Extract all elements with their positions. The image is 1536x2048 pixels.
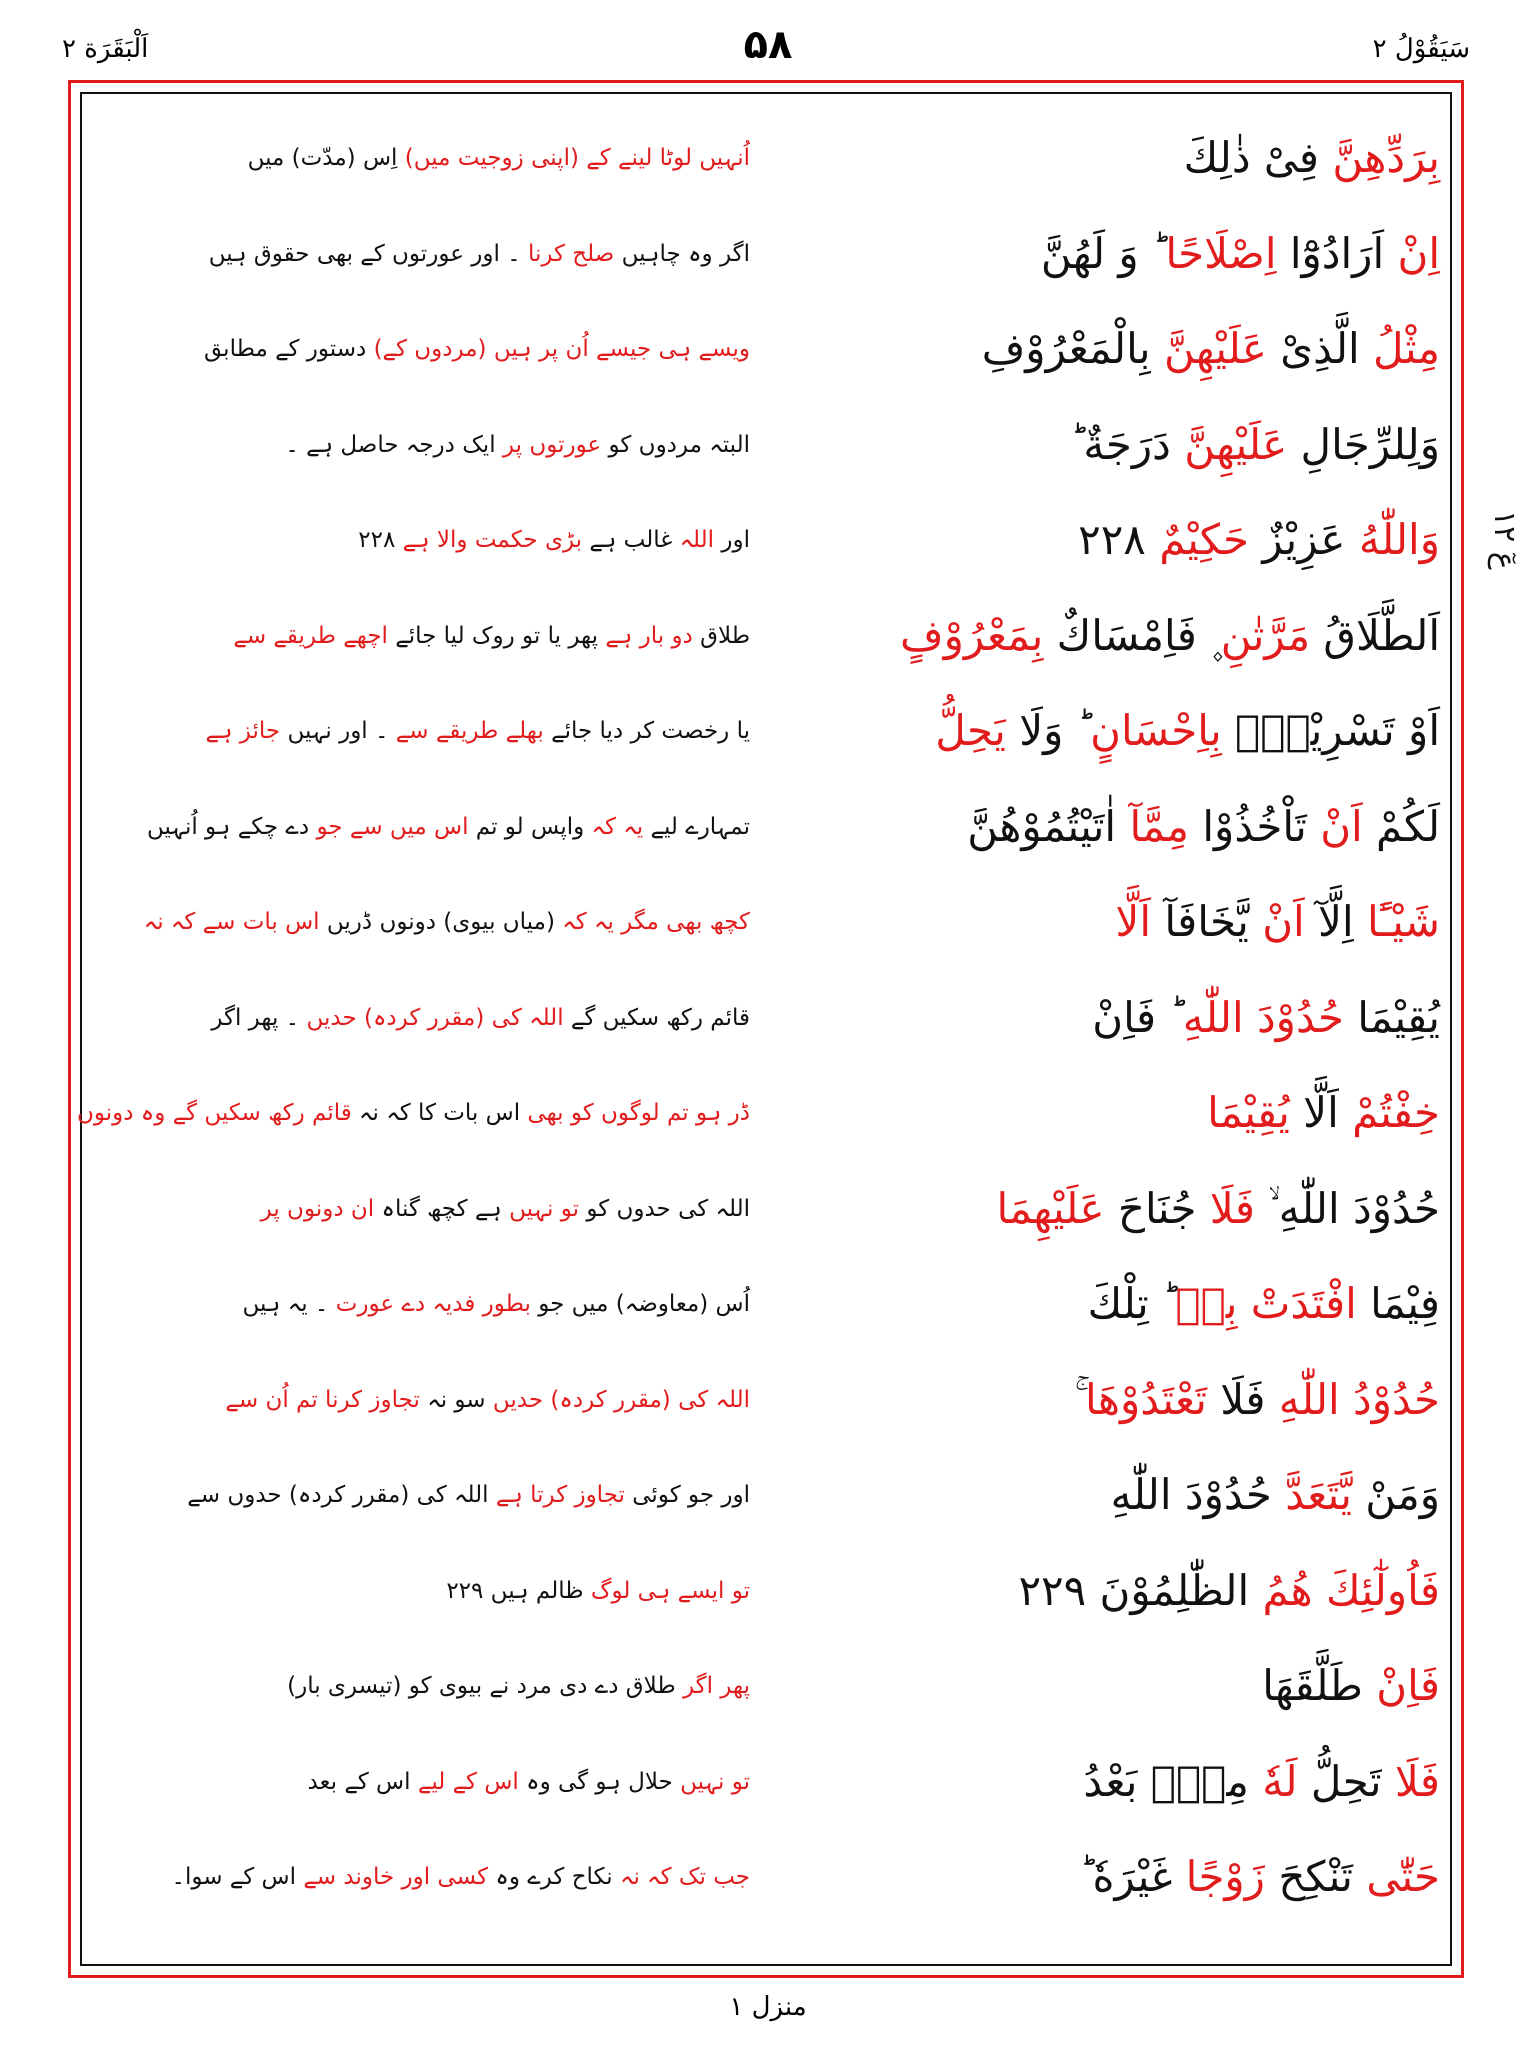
arabic-verse-line bbox=[790, 691, 1440, 771]
text-segment: اس کے بعد bbox=[307, 1768, 418, 1795]
text-segment: تمہارے لیے bbox=[643, 813, 750, 840]
text-segment: نکاح کرے وہ bbox=[488, 1864, 620, 1890]
text-segment: اس کے سوا۔ bbox=[171, 1864, 304, 1890]
text-segment: دَرَجَةٌ ؕ bbox=[1070, 419, 1185, 469]
arabic-verse-line bbox=[790, 1551, 1440, 1631]
arabic-verse-line bbox=[790, 1073, 1440, 1153]
text-segment: لَهٗ bbox=[1262, 1756, 1298, 1806]
urdu-translation-line bbox=[100, 978, 750, 1058]
arabic-verse-line bbox=[790, 1742, 1440, 1822]
urdu-translation-line bbox=[100, 1360, 750, 1440]
text-segment: اُن پر ہیں (مردوں کے) bbox=[366, 336, 589, 362]
text-segment: لَكُمْ bbox=[1362, 801, 1440, 851]
arabic-column bbox=[790, 118, 1440, 1938]
text-segment: فِیْمَا bbox=[1356, 1279, 1440, 1328]
text-segment: اَلَّا bbox=[1289, 1088, 1353, 1137]
urdu-translation-line bbox=[100, 691, 750, 771]
text-segment: اللہ bbox=[679, 527, 715, 553]
text-segment: ۚ bbox=[1074, 1374, 1086, 1424]
text-segment: اس بات کا کہ نہ bbox=[351, 1100, 528, 1126]
urdu-translation-line bbox=[100, 596, 750, 676]
text-segment: تجاوز کرتا ہے bbox=[495, 1482, 625, 1508]
text-segment: اٰتَیْتُمُوْهُنَّ bbox=[967, 801, 1130, 851]
text-segment: اور جو کوئی bbox=[624, 1482, 750, 1508]
text-segment: ۲۲۸ bbox=[358, 527, 403, 553]
text-segment: دو بار ہے bbox=[605, 622, 693, 649]
text-segment: اَرَادُوْٓا bbox=[1276, 228, 1398, 278]
urdu-translation-line bbox=[100, 500, 750, 580]
urdu-translation-column bbox=[76, 118, 750, 1938]
text-segment: تو نہیں bbox=[509, 1195, 580, 1222]
urdu-translation-line bbox=[100, 1551, 750, 1631]
text-segment: مِثْلُ bbox=[1373, 324, 1440, 373]
text-segment: تجاوز کرنا تم اُن سے bbox=[225, 1386, 420, 1413]
text-segment: اللہ کی (مقرر کردہ) حدوں سے bbox=[187, 1482, 496, 1508]
text-segment: دستور کے مطابق bbox=[203, 336, 367, 362]
text-segment: پھر یا تو روک لیا جائے bbox=[387, 622, 606, 649]
text-segment: عَلَیْهِنَّ bbox=[1163, 324, 1267, 373]
text-segment: بِرَدِّهِنَّ bbox=[1332, 133, 1440, 182]
text-segment: فَلَا bbox=[1206, 1374, 1279, 1424]
text-segment: شَیْـًٔا bbox=[1367, 897, 1440, 946]
text-segment: ان دونوں پر bbox=[260, 1195, 375, 1222]
arabic-verse-line bbox=[790, 500, 1440, 580]
text-segment: یا رخصت کر دیا جائے bbox=[543, 718, 750, 744]
page-number: ۵۸ bbox=[743, 22, 793, 68]
urdu-translation-line bbox=[100, 405, 750, 485]
text-segment: اللہ کی (مقرر کردہ) حدیں bbox=[492, 1386, 750, 1413]
text-segment: جب تک کہ نہ bbox=[619, 1864, 750, 1890]
arabic-verse-line bbox=[790, 882, 1440, 962]
text-segment: ایک درجہ حاصل ہے ۔ bbox=[285, 431, 503, 458]
urdu-translation-line bbox=[100, 309, 750, 389]
text-segment: افْتَدَتْ بِهٖ bbox=[1175, 1279, 1357, 1328]
text-segment: غالب ہے bbox=[582, 527, 680, 553]
text-segment: وَاللّٰهُ bbox=[1358, 515, 1440, 564]
arabic-verse-line bbox=[790, 1264, 1440, 1344]
text-segment: اس میں سے جو bbox=[316, 813, 469, 840]
ruku-mark: عٓ ١٢ bbox=[1487, 510, 1522, 570]
text-segment: ۪ فَاِمْسَاكٌ bbox=[1043, 610, 1221, 660]
text-segment: مَرَّتٰنِ bbox=[1220, 610, 1311, 660]
text-segment: عَلَیْهِنَّ bbox=[1184, 419, 1288, 469]
text-segment: بِاِحْسَانٍ bbox=[1090, 706, 1222, 755]
text-segment: قائم رکھ سکیں گے bbox=[563, 1004, 750, 1031]
text-segment: ؕ وَلَا bbox=[1005, 706, 1091, 755]
manzil-footer: منزل ١ bbox=[729, 1992, 807, 2022]
urdu-translation-line bbox=[100, 1646, 750, 1726]
text-segment: اَلطَّلَاقُ bbox=[1310, 610, 1440, 660]
arabic-verse-line bbox=[790, 1837, 1440, 1917]
text-segment: ؕ وَ لَهُنَّ bbox=[1040, 228, 1166, 278]
text-segment: الظّٰلِمُوْنَ ۲۲۹ bbox=[1018, 1565, 1263, 1615]
text-segment: ۔ پھر اگر bbox=[211, 1004, 307, 1031]
page-header bbox=[0, 22, 1536, 82]
surah-name: اَلْبَقَرَة ٢ bbox=[62, 34, 149, 64]
text-segment: حلال ہو گی وہ bbox=[518, 1768, 681, 1795]
text-segment: یَّتَعَدَّ bbox=[1285, 1470, 1352, 1519]
text-segment: دے چکے ہو اُنہیں bbox=[147, 813, 317, 840]
text-segment: البتہ مردوں کو bbox=[601, 431, 750, 458]
text-segment: وَمَنْ bbox=[1351, 1470, 1440, 1519]
para-name: سَیَقُوْلُ ٢ bbox=[1372, 34, 1470, 64]
text-segment: ۔ یہ ہیں bbox=[242, 1291, 336, 1317]
text-segment: وَلِلرِّجَالِ bbox=[1287, 419, 1440, 469]
text-segment: مِمَّآ bbox=[1129, 801, 1190, 851]
text-segment: اَلَّا bbox=[1115, 897, 1151, 946]
text-segment: فَاِنْ bbox=[1376, 1661, 1440, 1710]
text-segment: یَّخَافَآ bbox=[1151, 897, 1263, 946]
text-segment: (میاں بیوی) دونوں ڈریں bbox=[319, 909, 563, 935]
urdu-translation-line bbox=[100, 1742, 750, 1822]
text-segment: یُقِیْمَا bbox=[1343, 992, 1440, 1042]
urdu-translation-line bbox=[100, 787, 750, 867]
text-segment: ویسے ہی جیسے bbox=[588, 336, 750, 362]
arabic-verse-line bbox=[790, 309, 1440, 389]
text-segment: غَیْرَهٗ ؕ bbox=[1079, 1852, 1186, 1901]
arabic-verse-line bbox=[790, 596, 1440, 676]
arabic-verse-line bbox=[790, 787, 1440, 867]
arabic-verse-line bbox=[790, 978, 1440, 1058]
text-segment: کچھ بھی مگر یہ کہ bbox=[562, 909, 750, 935]
arabic-verse-line bbox=[790, 1169, 1440, 1249]
text-segment: اِلَّآ bbox=[1304, 897, 1368, 946]
text-segment: طلاق دے دی مرد نے بیوی کو (تیسری بار) bbox=[287, 1673, 683, 1699]
text-segment: فَاُولٰٓئِكَ هُمُ bbox=[1262, 1565, 1440, 1615]
arabic-verse-line bbox=[790, 118, 1440, 198]
text-segment: اچھے طریقے سے bbox=[233, 622, 388, 649]
arabic-verse-line bbox=[790, 1360, 1440, 1440]
text-segment: طَلَّقَهَا bbox=[1262, 1661, 1377, 1710]
text-segment: حُدُوْدُ اللّٰهِ bbox=[1278, 1374, 1440, 1424]
urdu-translation-line bbox=[100, 882, 750, 962]
text-segment: ۔ اور عورتوں کے بھی حقوق ہیں bbox=[208, 240, 528, 267]
text-segment: فَلَا bbox=[1394, 1756, 1440, 1806]
arabic-verse-line bbox=[790, 214, 1440, 294]
text-segment: اگر وہ چاہیں bbox=[614, 240, 750, 267]
urdu-translation-line bbox=[100, 1455, 750, 1535]
text-segment: اُس (معاوضہ) میں جو bbox=[530, 1291, 750, 1317]
text-segment: سو نہ bbox=[419, 1386, 493, 1413]
text-segment: بِالْمَعْرُوْفِ bbox=[981, 324, 1164, 373]
text-segment: اللہ کی (مقرر کردہ) حدیں bbox=[306, 1004, 564, 1031]
text-segment: جائز ہے bbox=[205, 718, 281, 744]
text-segment: ظالم ہیں ۲۲۹ bbox=[446, 1577, 591, 1604]
text-segment: اِصْلَاحًا bbox=[1165, 228, 1277, 278]
text-segment: واپس لو تم bbox=[468, 813, 592, 840]
text-segment: اللہ کی حدوں کو bbox=[579, 1195, 750, 1222]
text-segment: تَعْتَدُوْهَا bbox=[1085, 1374, 1207, 1424]
arabic-verse-line bbox=[790, 1646, 1440, 1726]
text-segment: پھر اگر bbox=[682, 1673, 750, 1699]
text-segment: یُقِیْمَا bbox=[1207, 1088, 1290, 1137]
text-segment: یہ کہ bbox=[591, 813, 644, 840]
text-segment: اُنہیں لوٹا لینے کے (اپنی زوجیت میں) bbox=[397, 145, 750, 171]
text-segment: صلح کرنا bbox=[527, 240, 615, 267]
text-segment: زَوْجًا bbox=[1185, 1852, 1265, 1901]
text-segment: فَلَا bbox=[1209, 1183, 1255, 1233]
arabic-verse-line bbox=[790, 1455, 1440, 1535]
urdu-translation-line bbox=[100, 1169, 750, 1249]
text-segment: بڑی حکمت والا ہے bbox=[402, 527, 583, 553]
text-segment: بھلے طریقے سے bbox=[395, 718, 544, 744]
text-segment: مِنْۢ بَعْدُ bbox=[1083, 1756, 1263, 1806]
text-segment: بِمَعْرُوْفٍ bbox=[900, 610, 1044, 660]
text-segment: حَكِیْمٌ bbox=[1159, 515, 1250, 564]
text-segment: قائم رکھ سکیں گے وہ دونوں bbox=[76, 1100, 352, 1126]
text-segment: اس کے لیے bbox=[417, 1768, 519, 1795]
text-segment: اِنْ bbox=[1397, 228, 1440, 278]
text-segment: ہے کچھ گناہ bbox=[374, 1195, 510, 1222]
text-segment: ؕ تِلْكَ bbox=[1087, 1279, 1176, 1328]
text-segment: حُدُوْدَ اللّٰهِ bbox=[1110, 1470, 1286, 1519]
text-segment: اِس (مدّت) میں bbox=[247, 145, 398, 171]
text-segment: اس بات سے کہ نہ bbox=[143, 909, 320, 935]
urdu-translation-line bbox=[100, 214, 750, 294]
text-segment: ڈر ہو تم لوگوں کو بھی bbox=[527, 1100, 750, 1126]
text-segment: اَنْ bbox=[1320, 801, 1363, 851]
text-segment: تو ایسے ہی لوگ bbox=[590, 1577, 750, 1604]
text-segment: خِفْتُمْ bbox=[1352, 1088, 1440, 1137]
text-segment: حُدُوْدَ اللّٰهِ bbox=[1182, 992, 1344, 1042]
urdu-translation-line bbox=[100, 1264, 750, 1344]
text-segment: تو نہیں bbox=[680, 1768, 750, 1795]
text-segment: حَتّٰی bbox=[1366, 1852, 1440, 1901]
text-segment: بطور فدیہ دے عورت bbox=[335, 1291, 531, 1317]
urdu-translation-line bbox=[100, 118, 750, 198]
text-segment: تَنْكِحَ bbox=[1264, 1852, 1367, 1901]
text-segment: ؕ فَاِنْ bbox=[1092, 992, 1183, 1042]
text-segment: کسی اور خاوند سے bbox=[303, 1864, 489, 1890]
text-segment: عَزِیْزٌ bbox=[1249, 515, 1359, 564]
text-segment: ۔ اور نہیں bbox=[280, 718, 396, 744]
urdu-translation-line bbox=[76, 1073, 750, 1153]
text-segment: اور bbox=[714, 527, 750, 553]
urdu-translation-line bbox=[100, 1837, 750, 1917]
text-segment: ۲۲۸ bbox=[1078, 515, 1160, 564]
text-segment: اَنْ bbox=[1262, 897, 1305, 946]
text-segment: عَلَیْهِمَا bbox=[996, 1183, 1105, 1233]
text-segment: طلاق bbox=[692, 622, 750, 649]
text-segment: عورتوں پر bbox=[502, 431, 602, 458]
text-segment: حُدُوْدَ اللّٰهِ ۙ bbox=[1254, 1183, 1440, 1233]
text-segment: جُنَاحَ bbox=[1104, 1183, 1210, 1233]
text-segment: اَوْ تَسْرِیْحٌۢ bbox=[1221, 706, 1440, 755]
text-segment: الَّذِیْ bbox=[1266, 324, 1374, 373]
text-segment: تَاْخُذُوْا bbox=[1189, 801, 1321, 851]
arabic-verse-line bbox=[790, 405, 1440, 485]
text-segment: یَحِلُّ bbox=[935, 706, 1006, 755]
text-segment: تَحِلُّ bbox=[1297, 1756, 1395, 1806]
text-segment: فِیْ ذٰلِكَ bbox=[1183, 133, 1333, 182]
